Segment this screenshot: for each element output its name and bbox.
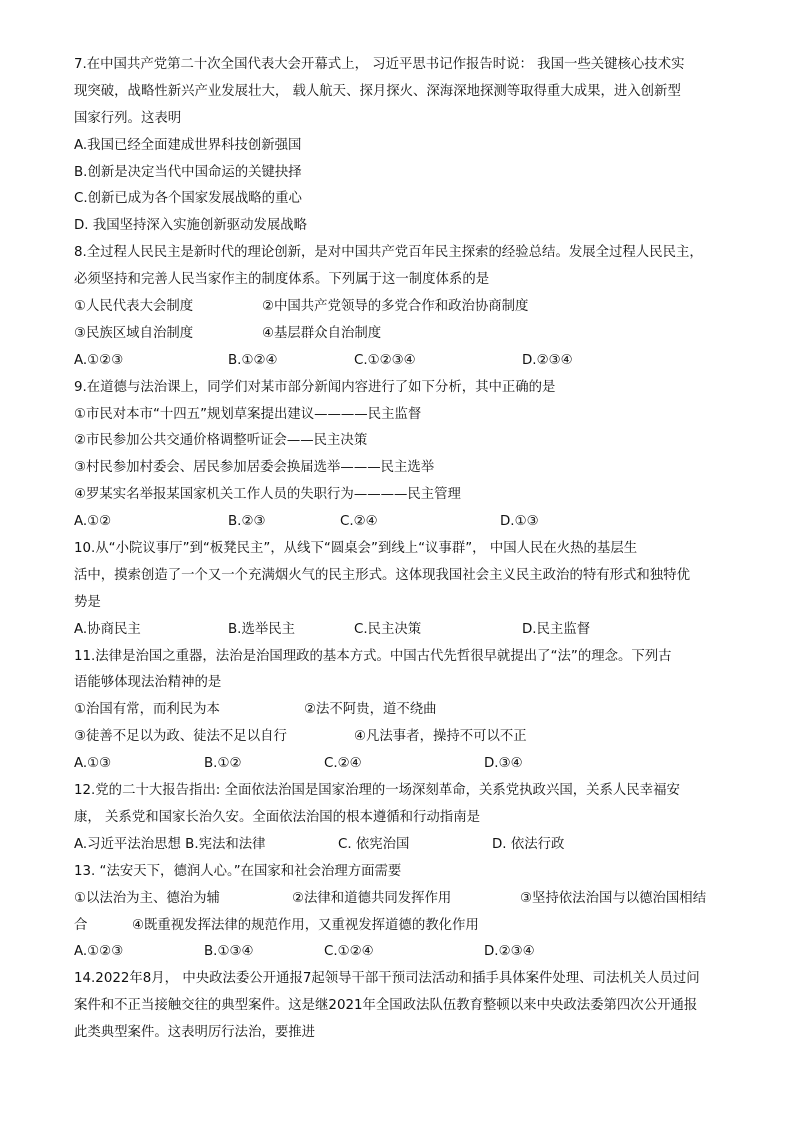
question-10 [74,536,724,644]
question-13 [74,859,724,967]
option-a: A.①②③ [74,352,124,368]
option-a: A.①② [74,514,112,530]
question-9 [74,375,724,536]
option-d: D.②③④ [522,352,573,368]
statement: ④罗某实名举报某国家机关工作人员的失职行为————民主管理 [74,487,461,503]
question-stem-line: 8.全过程人民民主是新时代的理论创新，是对中国共产党百年民主探索的经验总结。发展全过程人民民主， [74,245,703,261]
question-stem-line: 12.党的二十大报告指出: 全面依法治国是国家治理的一场深刻革命，关系党执政兴国，关系人民幸福安 [74,783,680,799]
option-d: D.民主监督 [522,621,591,637]
statement: ③民族区域自治制度 [74,325,194,341]
statement-continuation: 合 [74,917,88,933]
statement: ②法不阿贵，道不绕曲 [304,702,437,718]
option-b: B.①③④ [204,944,254,960]
statement-row [74,294,724,321]
option-d: D. 依法行政 [492,836,565,852]
question-8 [74,240,724,374]
option-c: C.②④ [340,514,378,530]
statement: ①治国有常，而利民为本 [74,702,220,718]
question-stem-line: 语能够体现法治精神的是 [74,675,222,691]
option-a: A.①③ [74,756,112,772]
statement-row [74,913,724,940]
options-row [74,509,724,536]
statement: ④基层群众自治制度 [262,325,382,341]
question-7 [74,52,724,240]
option-b: B.选举民主 [228,621,296,637]
option-a: A.我国已经全面建成世界科技创新强国 [74,137,302,153]
option-b: B.②③ [228,514,266,530]
statement: ③徒善不足以为政、徒法不足以自行 [74,729,287,745]
question-stem-line: 国家行列。这表明 [74,110,182,126]
question-stem-line: 11.法律是治国之重器，法治是治国理政的基本方式。中国古代先哲很早就提出了“法”的理念。下列古 [74,648,672,664]
options-row [74,832,724,859]
question-stem-line: 必须坚持和完善人民当家作主的制度体系。下列属于这一制度体系的是 [74,272,490,288]
statement: ①以法治为主、德治为辅 [74,890,220,906]
option-d: D. 我国坚持深入实施创新驱动发展战略 [74,218,308,234]
question-stem-line: 此类典型案件。这表明厉行法治，要推进 [74,1025,316,1041]
option-c: C.①②④ [324,944,374,960]
statement: ②法律和道德共同发挥作用 [292,890,452,906]
option-c: C.创新已成为各个国家发展战略的重心 [74,191,302,207]
question-list [74,52,724,1047]
question-stem-line: 活中，摸索创造了一个又一个充满烟火气的民主形式。这体现我国社会主义民主政治的特有形式和独特优 [74,567,690,583]
option-c: C.②④ [324,756,362,772]
options-row [74,751,724,778]
options-row [74,939,724,966]
question-stem-line: 14.2022年8月， 中央政法委公开通报7起领导干部干预司法活动和插手具体案件处理、司法机关人员过问 [74,971,700,987]
statement-row [74,321,724,348]
option-a: A.协商民主 [74,621,141,637]
statement: ③村民参加村委会、居民参加居委会换届选举———民主选举 [74,460,435,476]
statement-row [74,697,724,724]
options-row [74,617,724,644]
option-a: A.①②③ [74,944,124,960]
statement: ①人民代表大会制度 [74,299,194,315]
options-row [74,348,724,375]
option-c: C.①②③④ [354,352,416,368]
statement: ③坚持依法治国与以德治国相结 [520,890,707,906]
option-b: B.①② [204,756,242,772]
option-b: B.①②④ [228,352,278,368]
question-stem-line: 康， 关系党和国家长治久安。全面依法治国的根本遵循和行动指南是 [74,809,480,825]
statement-row [74,886,724,913]
option-d: D.①③ [500,514,539,530]
question-stem-line: 现突破，战略性新兴产业发展壮大， 载人航天、探月探火、深海深地探测等取得重大成果，进入创新型 [74,83,681,99]
question-stem-line: 7.在中国共产党第二十次全国代表大会开幕式上， 习近平思书记作报告时说： 我国一些关键核心技术实 [74,57,685,72]
option-d: D.③④ [484,756,523,772]
question-stem-line: 案件和不正当接触交往的典型案件。这是继2021年全国政法队伍教育整顿以来中央政法委第四次公开通报 [74,998,698,1014]
question-stem-line: 势是 [74,594,101,610]
question-stem-line: 9.在道德与法治课上，同学们对某市部分新闻内容进行了如下分析，其中正确的是 [74,379,556,395]
question-stem-line: 13. “法安天下，德润人心。”在国家和社会治理方面需要 [74,863,402,879]
question-12 [74,778,724,859]
question-stem-line: 10.从“小院议事厅”到“板凳民主”，从线下“圆桌会”到线上“议事群”， 中国人民在火热的基层生 [74,541,638,557]
option-c: C.民主决策 [354,621,422,637]
option-a-b: A.习近平法治思想 B.宪法和法律 [74,836,266,852]
statement: ①市民对本市“十四五”规划草案提出建议————民主监督 [74,406,422,422]
option-d: D.②③④ [484,944,535,960]
statement: ②市民参加公共交通价格调整听证会——民主决策 [74,433,368,449]
question-11 [74,644,724,778]
question-14 [74,966,724,1047]
option-b: B.创新是决定当代中国命运的关键抉择 [74,164,302,180]
statement: ②中国共产党领导的多党合作和政治协商制度 [262,299,529,315]
statement: ④既重视发挥法律的规范作用，又重视发挥道德的教化作用 [132,917,479,933]
statement: ④凡法事者，操持不可以不正 [354,729,527,745]
statement-row [74,724,724,751]
option-c: C. 依宪治国 [338,836,410,852]
